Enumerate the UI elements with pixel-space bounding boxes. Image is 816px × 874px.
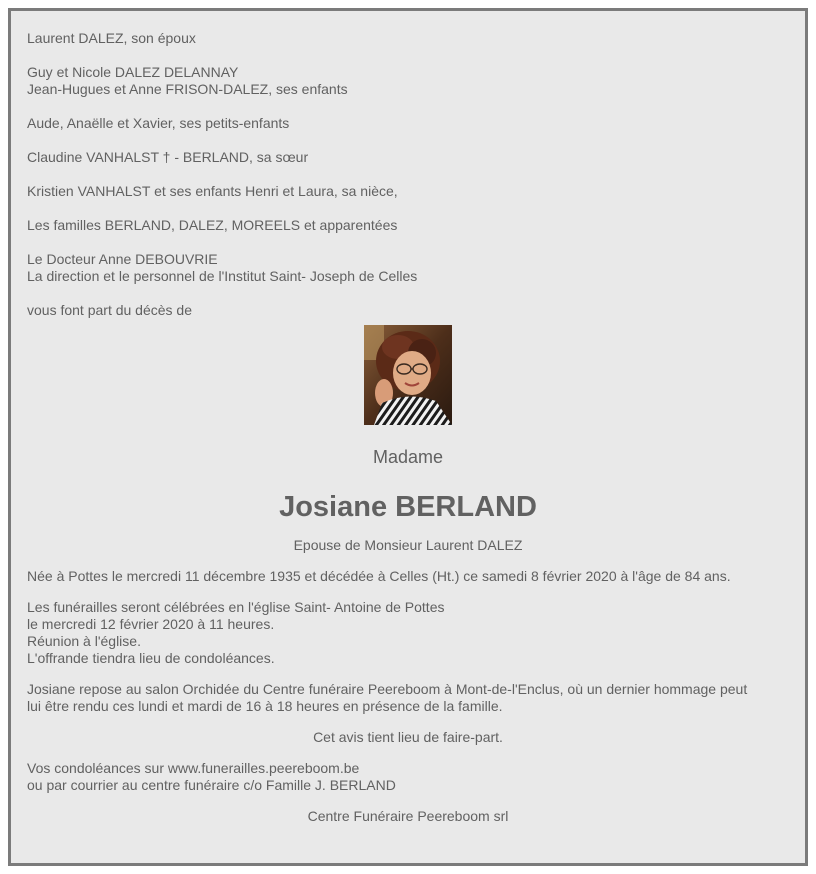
family-line: La direction et le personnel de l'Institut Saint- Joseph de Celles [27,268,418,284]
family-group-niece [27,183,789,200]
funeral-company: Centre Funéraire Peereboom srl [307,808,509,824]
condolences-line: Vos condoléances sur www.funerailles.peereboom.be [27,760,360,776]
family-group-children [27,64,789,98]
funeral-line: Les funérailles seront célébrées en l'église Saint- Antoine de Pottes [27,599,445,615]
deceased-title: Madame [372,447,444,467]
announcement-line: vous font part du décès de [27,302,192,318]
family-line: Aude, Anaëlle et Xavier, ses petits-enfants [27,115,290,131]
condolences-line: ou par courrier au centre funéraire c/o Famille J. BERLAND [27,777,396,793]
condolences-info [27,760,789,794]
portrait-image [364,325,452,425]
obituary-content [27,30,789,825]
family-line: Jean-Hugues et Anne FRISON-DALEZ, ses enfants [27,81,348,97]
family-line: Claudine VANHALST † - BERLAND, sa sœur [27,149,309,165]
family-line: Laurent DALEZ, son époux [27,30,196,46]
funeral-line: le mercredi 12 février 2020 à 11 heures. [27,616,275,632]
birth-death-info: Née à Pottes le mercredi 11 décembre 1935 et décédée à Celles (Ht.) ce samedi 8 février 2020 à l'âge de 84 ans. [27,568,731,584]
repose-line: Josiane repose au salon Orchidée du Centre funéraire Peereboom à Mont-de-l'Enclus, où un dernier hommage peut [27,681,748,697]
family-line: Les familles BERLAND, DALEZ, MOREELS et apparentées [27,217,398,233]
funeral-line: L'offrande tiendra lieu de condoléances. [27,650,275,666]
funeral-details [27,599,789,667]
family-group-sister [27,149,789,166]
family-group-spouse [27,30,789,47]
repose-line: lui être rendu ces lundi et mardi de 16 à 18 heures en présence de la famille. [27,698,503,714]
deceased-name: Josiane BERLAND [279,491,537,523]
family-group-relatives [27,217,789,234]
family-line: Le Docteur Anne DEBOUVRIE [27,251,218,267]
family-line: Kristien VANHALST et ses enfants Henri et Laura, sa nièce, [27,183,398,199]
deceased-spouse: Epouse de Monsieur Laurent DALEZ [293,537,523,553]
family-line: Guy et Nicole DALEZ DELANNAY [27,64,239,80]
deceased-portrait [364,325,452,425]
announcement-text [27,302,789,319]
notice-text: Cet avis tient lieu de faire-part. [313,729,503,745]
family-group-grandchildren [27,115,789,132]
obituary-panel [8,8,808,866]
family-group-institution [27,251,789,285]
funeral-line: Réunion à l'église. [27,633,141,649]
repose-details [27,681,789,715]
